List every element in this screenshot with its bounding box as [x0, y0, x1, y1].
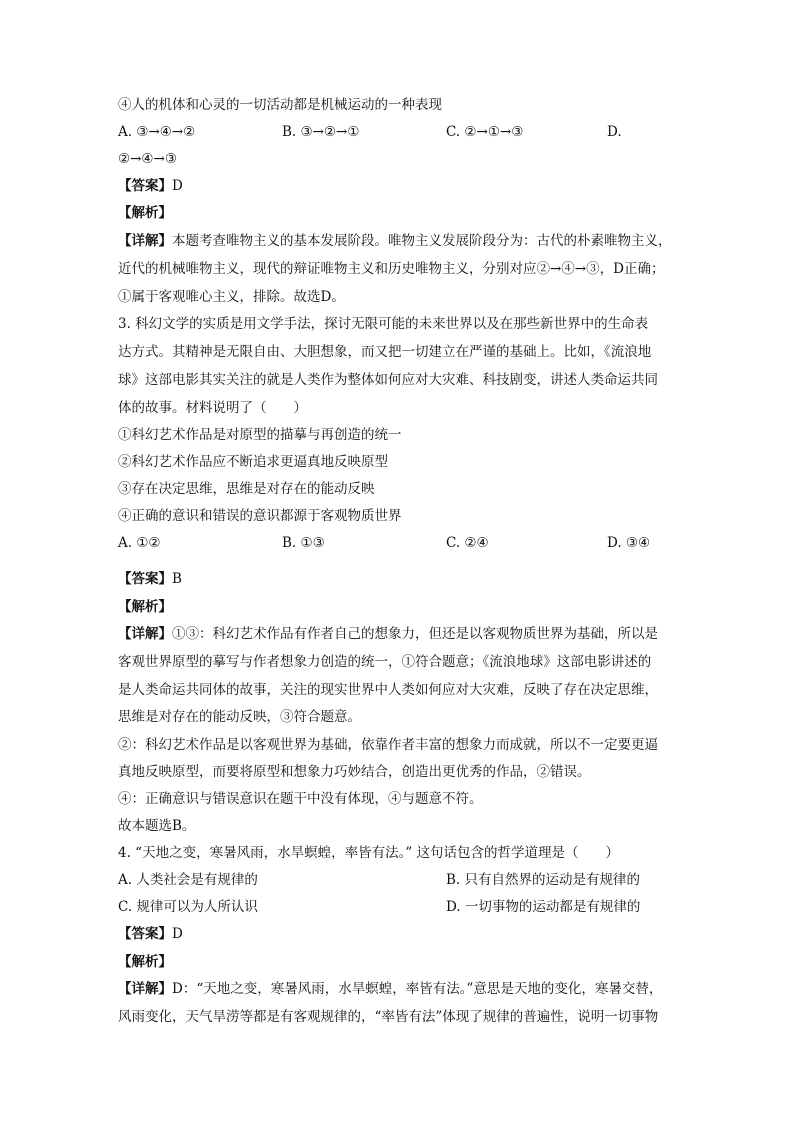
q2-answer — [118, 176, 183, 196]
q3-item-4: ④正确的意识和错误的意识都源于客观物质世界 — [118, 508, 402, 524]
q2-detail-line-2: 近代的机械唯物主义，现代的辩证唯物主义和历史唯物主义，分别对应②→④→③，D正确； — [118, 261, 665, 277]
q2-analysis-tag: 【解析】 — [118, 205, 172, 221]
q3-option-b: B. ①③ — [282, 535, 325, 551]
q3-detail-line-7: ④：正确意识与错误意识在题干中没有体现，④与题意不符。 — [118, 791, 483, 807]
answer-value: D — [172, 926, 183, 942]
q3-stem-line-3: 球》这部电影其实关注的就是人类作为整体如何应对大灾难、科技剧变，讲述人类命运共同 — [118, 372, 658, 388]
q2-detail-line-1 — [118, 231, 672, 251]
q4-option-b: B. 只有自然界的运动是有规律的 — [446, 872, 641, 888]
q2-option-a: A. ③→④→② — [118, 124, 196, 140]
q4-analysis-tag: 【解析】 — [118, 954, 172, 970]
q2-option-d: D. — [607, 124, 622, 140]
q3-option-a: A. ①② — [118, 535, 161, 551]
q2-detail-line-3: ①属于客观唯心主义，排除。故选D。 — [118, 289, 345, 305]
q3-option-d: D. ③④ — [607, 535, 651, 551]
q3-detail-line-3: 是人类命运共同体的故事，关注的现实世界中人类如何应对大灾难，反映了存在决定思维， — [118, 682, 658, 698]
detail-tag: 【详解】 — [118, 233, 172, 249]
detail-text: D：“天地之变，寒暑风雨，水旱螟蝗，率皆有法。”意思是天地的变化，寒暑交替， — [172, 981, 663, 997]
q3-item-1: ①科幻艺术作品是对原型的描摹与再创造的统一 — [118, 427, 402, 443]
detail-tag: 【详解】 — [118, 626, 172, 642]
detail-text: 本题考查唯物主义的基本发展阶段。唯物主义发展阶段分为：古代的朴素唯物主义， — [172, 233, 672, 249]
q4-detail-line-1 — [118, 979, 662, 999]
q3-conclusion: 故本题选B。 — [118, 818, 196, 834]
q3-item-2: ②科幻艺术作品应不断追求更逼真地反映原型 — [118, 454, 388, 470]
q3-detail-line-4: 思维是对存在的能动反映，③符合题意。 — [118, 709, 361, 725]
detail-tag: 【详解】 — [118, 981, 172, 997]
q3-item-3: ③存在决定思维，思维是对存在的能动反映 — [118, 481, 375, 497]
q3-stem-line-2: 达方式。其精神是无限自由、大胆想象，而又把一切建立在严谨的基础上。比如，《流浪地 — [118, 344, 652, 360]
q3-detail-line-5: ②：科幻艺术作品是以客观世界为基础，依靠作者丰富的想象力而成就，所以不一定要更逼 — [118, 737, 658, 753]
q3-detail-line-6: 真地反映原型，而要将原型和想象力巧妙结合，创造出更优秀的作品，②错误。 — [118, 764, 591, 780]
q3-detail-line-1 — [118, 624, 658, 644]
q3-option-c: C. ②④ — [446, 535, 489, 551]
q4-answer — [118, 924, 183, 944]
q2-option-c: C. ②→①→③ — [446, 124, 524, 140]
answer-value: B — [172, 571, 182, 587]
q4-stem: 4. “天地之变，寒暑风雨，水旱螟蝗，率皆有法。” 这句话包含的哲学道理是（ ） — [118, 845, 620, 861]
answer-tag: 【答案】 — [118, 571, 172, 587]
q3-stem-line-4: 体的故事。材料说明了（ ） — [118, 400, 307, 416]
q2-option-b: B. ③→②→① — [282, 124, 360, 140]
answer-tag: 【答案】 — [118, 926, 172, 942]
q2-option-d-continued: ②→④→③ — [118, 151, 177, 167]
q4-option-c: C. 规律可以为人所认识 — [118, 899, 258, 915]
q4-detail-line-2: 风雨变化，天气旱涝等都是有客观规律的，“率皆有法”体现了规律的普遍性，说明一切事物 — [118, 1009, 659, 1025]
answer-tag: 【答案】 — [118, 178, 172, 194]
q4-option-a: A. 人类社会是有规律的 — [118, 872, 258, 888]
q3-detail-line-2: 客观世界原型的摹写与作者想象力创造的统一，①符合题意；《流浪地球》这部电影讲述的 — [118, 654, 652, 670]
answer-value: D — [172, 178, 183, 194]
detail-text: ①③：科幻艺术作品有作者自己的想象力，但还是以客观物质世界为基础，所以是 — [172, 626, 658, 642]
q2-item-4: ④人的机体和心灵的一切活动都是机械运动的一种表现 — [118, 97, 442, 113]
q3-analysis-tag: 【解析】 — [118, 599, 172, 615]
q3-answer — [118, 569, 182, 589]
q3-stem-line-1: 3. 科幻文学的实质是用文学手法，探讨无限可能的未来世界以及在那些新世界中的生命表 — [118, 316, 649, 332]
q4-option-d: D. 一切事物的运动都是有规律的 — [446, 899, 641, 915]
